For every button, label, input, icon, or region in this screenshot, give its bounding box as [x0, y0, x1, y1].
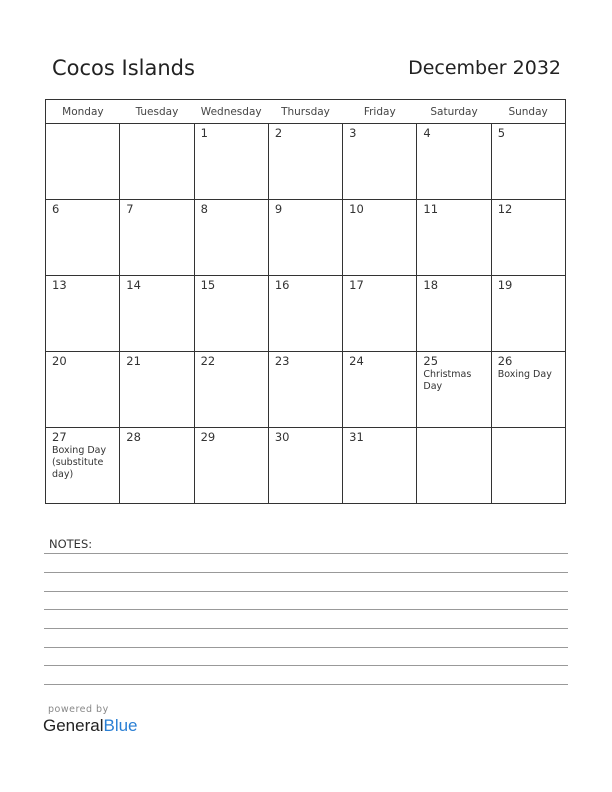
day-number: 19 — [497, 278, 513, 292]
weekday-header: Sunday — [491, 100, 565, 124]
weekday-header-row — [46, 100, 566, 124]
powered-by-label: powered by — [48, 704, 109, 715]
calendar-day-cell — [120, 124, 194, 200]
calendar-day-cell — [46, 428, 120, 504]
day-number: 13 — [52, 278, 67, 292]
month-year-title: December 2032 — [408, 57, 561, 79]
day-number: 17 — [349, 278, 364, 292]
day-number: 21 — [126, 354, 141, 368]
calendar-day-cell — [343, 276, 417, 352]
weekday-header: Friday — [343, 100, 417, 124]
day-number: 4 — [423, 126, 431, 140]
day-number: 11 — [423, 202, 439, 216]
weekday-header: Wednesday — [194, 100, 268, 124]
day-number: 30 — [274, 430, 290, 444]
note-line — [44, 553, 568, 554]
day-number: 20 — [52, 354, 67, 368]
brand-blue: Blue — [103, 716, 138, 735]
day-number: 15 — [200, 278, 216, 292]
calendar-day-cell — [268, 200, 342, 276]
day-number: 26 — [497, 354, 513, 368]
calendar-day-cell — [417, 276, 491, 352]
note-line — [44, 572, 568, 573]
calendar-day-cell — [491, 352, 565, 428]
day-number: 7 — [126, 202, 134, 216]
calendar-day-cell — [46, 352, 120, 428]
note-line — [44, 591, 568, 592]
calendar-day-cell — [194, 124, 268, 200]
calendar-day-cell — [268, 352, 342, 428]
calendar-day-cell — [194, 352, 268, 428]
notes-label: NOTES: — [49, 537, 93, 551]
generalblue-logo[interactable] — [43, 716, 138, 736]
day-number: 9 — [274, 202, 283, 216]
note-line — [44, 628, 568, 629]
note-line — [44, 665, 568, 666]
day-number: 28 — [126, 430, 141, 444]
calendar-day-cell — [194, 200, 268, 276]
day-number: 24 — [349, 354, 364, 368]
calendar-day-cell — [120, 200, 194, 276]
day-number: 5 — [497, 126, 506, 140]
calendar-day-cell — [46, 276, 120, 352]
day-number: 23 — [274, 354, 290, 368]
day-number: 16 — [274, 278, 290, 292]
calendar-day-cell — [268, 428, 342, 504]
brand-general: General — [43, 716, 104, 735]
day-number: 31 — [349, 430, 364, 444]
day-number: 2 — [274, 126, 283, 140]
calendar-day-cell — [417, 352, 491, 428]
calendar-day-cell — [120, 352, 194, 428]
calendar-day-cell — [491, 428, 565, 504]
region-title: Cocos Islands — [52, 56, 195, 80]
day-number: 10 — [349, 202, 364, 216]
day-number: 6 — [52, 202, 60, 216]
calendar-week-row — [46, 200, 566, 276]
weekday-header: Saturday — [417, 100, 491, 124]
day-number: 18 — [423, 278, 439, 292]
calendar-week-row — [46, 352, 566, 428]
day-number: 25 — [423, 354, 439, 368]
calendar-day-cell — [417, 124, 491, 200]
calendar-week-row — [46, 428, 566, 504]
day-number: 1 — [200, 126, 208, 140]
holiday-label: Christmas Day — [423, 369, 472, 392]
calendar-grid — [45, 99, 566, 504]
calendar-week-row — [46, 276, 566, 352]
weekday-header: Monday — [46, 100, 120, 124]
calendar-day-cell — [343, 124, 417, 200]
note-line — [44, 609, 568, 610]
day-number: 14 — [126, 278, 141, 292]
weekday-header: Tuesday — [120, 100, 194, 124]
weekday-header: Thursday — [268, 100, 342, 124]
calendar-day-cell — [194, 276, 268, 352]
calendar-day-cell — [343, 352, 417, 428]
calendar-day-cell — [417, 428, 491, 504]
calendar-day-cell — [120, 276, 194, 352]
calendar-day-cell — [46, 124, 120, 200]
calendar-day-cell — [491, 200, 565, 276]
day-number: 12 — [497, 202, 513, 216]
holiday-label: Boxing Day — [497, 369, 552, 380]
calendar-day-cell — [491, 124, 565, 200]
calendar-day-cell — [343, 428, 417, 504]
calendar-week-row — [46, 124, 566, 200]
note-line — [44, 684, 568, 685]
day-number: 8 — [200, 202, 208, 216]
calendar-day-cell — [46, 200, 120, 276]
day-number: 29 — [200, 430, 216, 444]
calendar-day-cell — [268, 276, 342, 352]
day-number: 27 — [52, 430, 67, 444]
day-number: 22 — [200, 354, 216, 368]
calendar-day-cell — [120, 428, 194, 504]
day-number: 3 — [349, 126, 357, 140]
calendar-day-cell — [491, 276, 565, 352]
note-line — [44, 647, 568, 648]
holiday-label: Boxing Day (substitute day) — [52, 445, 107, 480]
calendar-day-cell — [194, 428, 268, 504]
calendar-day-cell — [417, 200, 491, 276]
calendar-day-cell — [268, 124, 342, 200]
calendar-day-cell — [343, 200, 417, 276]
